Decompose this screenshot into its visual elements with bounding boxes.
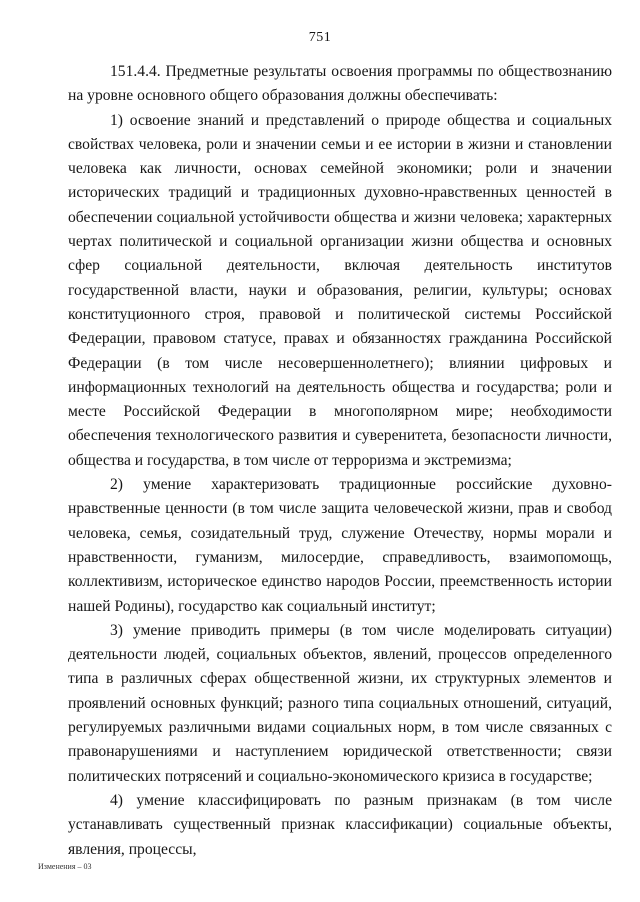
footer-revision-note: Изменения – 03 [38,862,92,871]
paragraph-item-4: 4) умение классифицировать по разным признакам (в том числе устанавливать существенный признак классификации) социальные объекты, явления, процессы, [68,791,612,858]
page-number: 751 [308,30,332,45]
paragraph-item-1: 1) освоение знаний и представлений о природе общества и социальных свойствах человека, роли и значении семьи и ее истории в жизни и становлении человека как личности, основах семейной экономики; роли и значении исторических традиций и традиционных духовно-нравственных ценностей в обеспечении социальной устойчивости общества и жизни человека; характерных чертах политической и социальной организации жизни общества и основных сфер социальной деятельности, включая деятельность институтов государственной власти, науки и образования, религии, культуры; основах конституционного строя, правовой и политической системы Российской Федерации, правовом статусе, правах и обязанностях гражданина Российской Федерации (в том числе несовершеннолетнего); влиянии цифровых и информационных технологий на деятельность общества и государства; роли и месте Российской Федерации в многополярном мире; необходимости обеспечения технологического развития и суверенитета, безопасности личности, общества и государства, в том числе от терроризма и экстремизма; [68,111,612,469]
paragraph-heading: 151.4.4. Предметные результаты освоения программы по обществознанию на уровне основного общего образования должны обеспечивать: [68,63,612,105]
paragraph-item-3: 3) умение приводить примеры (в том числе моделировать ситуации) деятельности людей, социальных объектов, явлений, процессов определенного типа в различных сферах общественной жизни, их структурных элементов и проявлений основных функций; разного типа социальных отношений, ситуаций, регулируемых различными видами социальных норм, в том числе связанных с правонарушениями и наступлением юридической ответственности; связи политических потрясений и социально-экономического кризиса в государстве; [68,621,612,785]
paragraph-item-2: 2) умение характеризовать традиционные российские духовно-нравственные ценности (в том числе защита человеческой жизни, прав и свобод человека, семья, созидательный труд, служение Отечеству, нормы морали и нравственности, гуманизм, милосердие, справедливость, взаимопомощь, коллективизм, историческое единство народов России, преемственность истории нашей Родины), государство как социальный институт; [68,476,612,615]
document-body [68,60,612,862]
